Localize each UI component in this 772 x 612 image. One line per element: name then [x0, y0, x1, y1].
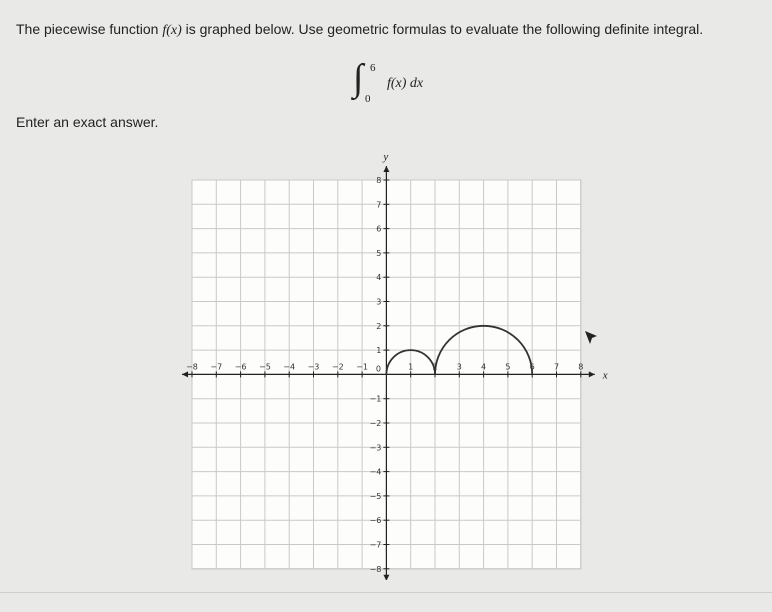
x-tick-label: 3: [456, 362, 462, 372]
y-tick-label: 8: [376, 176, 382, 185]
y-tick-label: 1: [376, 346, 382, 356]
y-tick-label: −4: [369, 467, 382, 477]
answer-instruction: Enter an exact answer.: [16, 114, 159, 130]
prompt-text-start: The piecewise function: [16, 21, 163, 37]
function-graph: [168, 150, 608, 580]
x-axis-label: x: [602, 369, 608, 382]
x-tick-label: −3: [307, 362, 320, 372]
integral-upper-limit: 6: [370, 62, 376, 74]
x-tick-label: −5: [259, 362, 271, 372]
question-prompt: [16, 20, 756, 40]
x-tick-label: 0: [375, 364, 381, 374]
y-tick-label: 7: [376, 200, 382, 210]
y-tick-label: 6: [376, 224, 382, 234]
y-tick-label: −5: [369, 491, 382, 501]
x-axis-arrow-right: [589, 371, 595, 377]
y-tick-label: 5: [376, 248, 382, 258]
y-tick-label: −8: [369, 564, 382, 574]
integrand: f(x) dx: [387, 76, 424, 91]
y-tick-label: 4: [376, 273, 382, 283]
y-tick-label: −3: [369, 443, 382, 453]
x-tick-label: 2: [432, 362, 438, 372]
y-axis-arrow-down: [383, 575, 389, 580]
x-tick-label: 1: [408, 362, 414, 372]
x-tick-label: 7: [553, 362, 560, 372]
integral-lower-limit: 0: [365, 93, 371, 105]
x-tick-label: −2: [331, 362, 344, 372]
y-axis-label: y: [383, 151, 389, 163]
y-tick-label: 2: [376, 321, 382, 331]
definite-integral: [353, 57, 473, 112]
y-tick-label: 3: [376, 297, 382, 307]
divider: [0, 592, 772, 593]
x-tick-label: −6: [234, 362, 247, 372]
x-axis-arrow-left: [182, 371, 188, 377]
x-tick-label: 5: [505, 362, 511, 372]
y-tick-label: −6: [369, 516, 382, 526]
mouse-pointer-icon: [584, 330, 598, 351]
x-tick-label: −1: [356, 362, 368, 372]
x-tick-label: −7: [210, 362, 223, 372]
graph-canvas: [168, 150, 608, 580]
y-tick-label: −7: [369, 540, 382, 550]
function-name: f(x): [162, 23, 182, 38]
y-tick-label: −1: [369, 394, 382, 404]
x-tick-label: 4: [481, 362, 487, 372]
x-tick-label: −8: [186, 362, 198, 372]
x-tick-label: −4: [283, 362, 296, 372]
x-tick-label: 6: [529, 362, 535, 372]
x-tick-label: 8: [578, 362, 584, 372]
y-axis-arrow-up: [383, 166, 389, 172]
y-tick-label: −2: [369, 419, 382, 428]
prompt-text-end: is graphed below. Use geometric formulas to evaluate the following definite integral.: [181, 21, 704, 37]
integral-sign: ∫: [353, 57, 364, 99]
